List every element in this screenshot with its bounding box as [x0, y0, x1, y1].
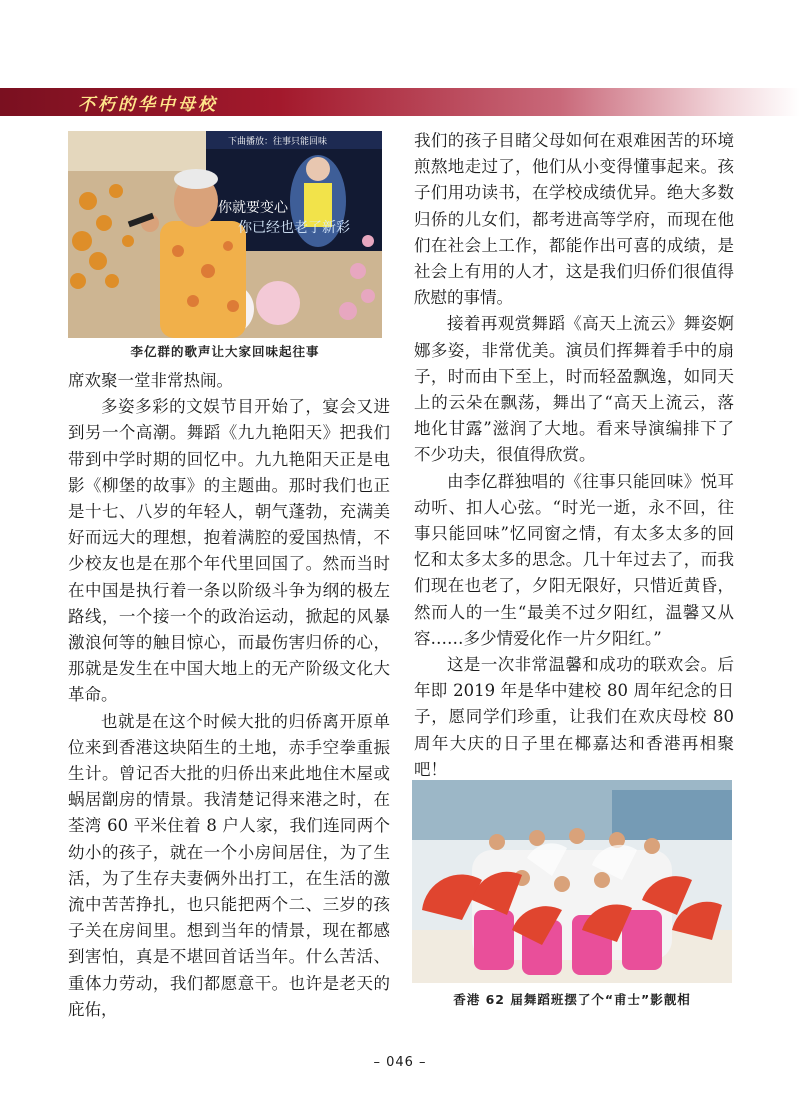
fan-dancers-photo — [412, 780, 732, 983]
section-title: 不朽的华中母校 — [78, 95, 218, 115]
left-paragraph-3: 也就是在这个时候大批的归侨离开原单位来到香港这块陌生的土地，赤手空拳重振生计。曾记否大批的归侨出来此地住木屋或蜗居劏房的情景。我清楚记得来港之时，在荃湾 60 平米住着 8 户人家，我们连同两个幼小的孩子，就在一个小房间居住，为了生活，为了生存夫妻俩外出打工，在生活的激流中苦苦挣扎，也只能把两个二、三岁的孩子关在房间里。想到当年的情景，现在都感到害怕，真是不堪回首话当年。什么苦活、重体力劳动，我们都愿意干。也许是老天的庇佑， — [68, 711, 390, 1019]
left-paragraph-1: 席欢聚一堂非常热闹。 — [68, 371, 233, 390]
top-photo-caption: 李亿群的歌声让大家回味起往事 — [130, 344, 320, 359]
karaoke-screen-line1: 下曲播放：往事只能回味 — [228, 137, 328, 147]
left-paragraph-2: 多姿多彩的文娱节目开始了，宴会又进到另一个高潮。舞蹈《九九艳阳天》把我们带到中学时期的回忆中。九九艳阳天正是电影《柳堡的故事》的主题曲。那时我们也正是十七、八岁的年轻人，朝气蓬勃，充满美好而远大的理想，抱着满腔的爱国热情，不少校友也是在那个年代里回国了。然而当时在中国是执行着一条以阶级斗争为纲的极左路线，一个接一个的政治运动，掀起的风暴激浪何等的触目惊心，而最伤害归侨的心，那就是发生在中国大地上的无产阶级文化大革命。 — [68, 397, 390, 705]
right-text-column — [414, 128, 734, 783]
page-number: – 046 – — [373, 1055, 427, 1070]
right-paragraph-1: 我们的孩子目睹父母如何在艰难困苦的环境煎熬地走过了，他们从小变得懂事起来。孩子们用功读书，在学校成绩优异。绝大多数归侨的儿女们，都考进高等学府，而现在他们在社会上工作，都能作出可喜的成绩，是社会上有用的人才，这是我们归侨们很值得欣慰的事情。 — [414, 131, 734, 308]
left-text-column — [68, 368, 390, 1023]
right-paragraph-4: 这是一次非常温馨和成功的联欢会。后年即 2019 年是华中建校 80 周年纪念的日子，愿同学们珍重，让我们在欢庆母校 80 周年大庆的日子里在椰嘉达和香港再相聚吧！ — [414, 655, 734, 779]
karaoke-singer-photo — [68, 131, 382, 338]
right-paragraph-3: 由李亿群独唱的《往事只能回味》悦耳动听、扣人心弦。“时光一逝，永不回，往事只能回味”忆同窗之情，有太多太多的回忆和太多太多的思念。几十年过去了，而我们现在也老了，夕阳无限好，只惜近黄昏，然而人的一生“最美不过夕阳红，温馨又从容……多少情爱化作一片夕阳红。” — [414, 471, 734, 648]
section-banner — [0, 88, 800, 116]
right-paragraph-2: 接着再观赏舞蹈《高天上流云》舞姿婀娜多姿，非常优美。演员们挥舞着手中的扇子，时而由下至上，时而轻盈飘逸，如同天上的云朵在飘荡，舞出了“高天上流云，落地化甘露”滋润了大地。看来导演编排下了不少功夫，很值得欣赏。 — [414, 314, 734, 465]
karaoke-screen-line2: 你就要变心 — [218, 200, 288, 216]
bottom-photo-caption: 香港 62 届舞蹈班摆了个“甫士”影靓相 — [453, 992, 691, 1007]
karaoke-screen-line3: 你已经也老了新彩 — [238, 220, 350, 236]
